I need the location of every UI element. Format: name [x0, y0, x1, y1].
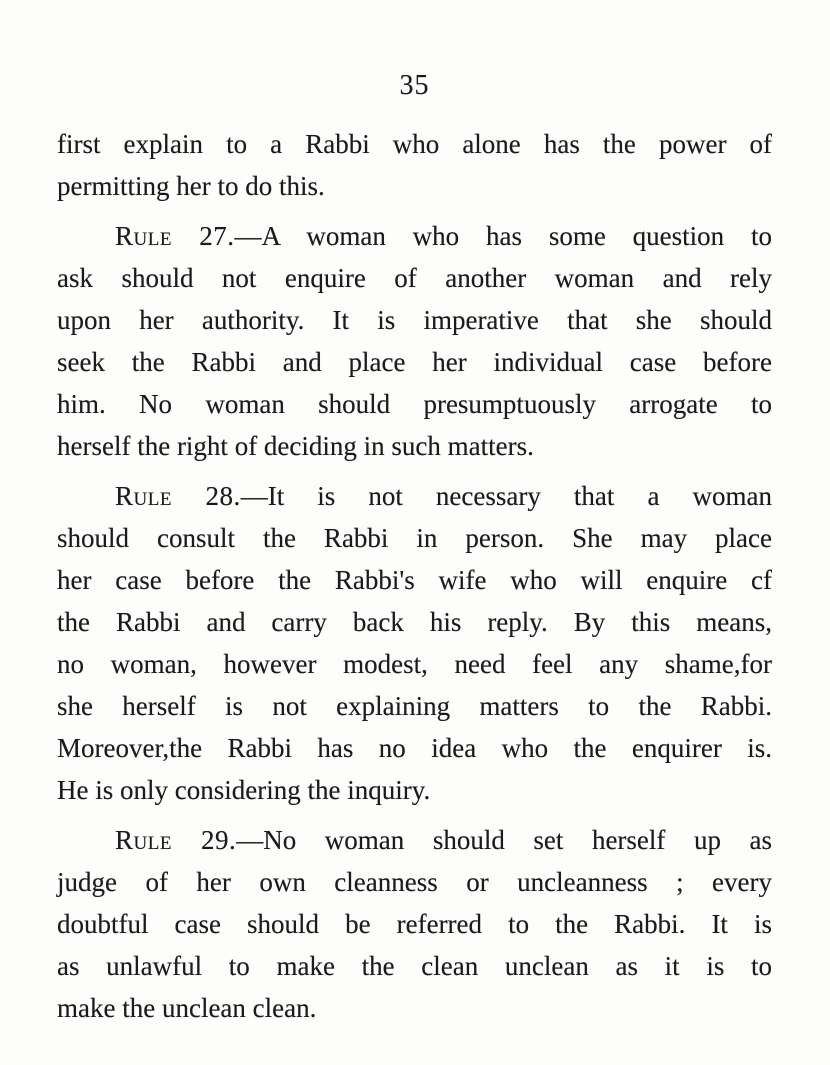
text-line — [57, 215, 772, 257]
text-line: permitting her to do this. — [57, 171, 325, 201]
text-line: no woman, however modest, need feel any shame,for — [57, 649, 772, 679]
text-line: herself the right of deciding in such matters. — [57, 431, 534, 461]
text-line — [57, 475, 772, 517]
text-line: her case before the Rabbi's wife who will enquire cf — [57, 565, 772, 595]
text-line: him. No woman should presumptuously arrogate to — [57, 389, 772, 419]
paragraph-continuation — [57, 123, 772, 207]
text-line: she herself is not explaining matters to the Rabbi. — [57, 691, 772, 721]
page-number: 35 — [399, 70, 430, 101]
text-line: should consult the Rabbi in person. She may place — [57, 523, 772, 553]
text-line: the Rabbi and carry back his reply. By this means, — [57, 607, 772, 637]
text-line: upon her authority. It is imperative that she should — [57, 305, 772, 335]
text-line: make the unclean clean. — [57, 993, 317, 1023]
text-line: He is only considering the inquiry. — [57, 775, 431, 805]
text-line: as unlawful to make the clean unclean as it is to — [57, 951, 772, 981]
rule-27-label: Rule 27. — [115, 221, 235, 251]
rule-27-first-line-text: —A woman who has some question to — [234, 221, 772, 251]
rule-28-first-line-text: —It is not necessary that a woman — [240, 481, 772, 511]
text-line: judge of her own cleanness or uncleanness ; every — [57, 867, 772, 897]
paragraph-rule-28 — [57, 475, 772, 811]
text-line: first explain to a Rabbi who alone has the power of — [57, 129, 772, 159]
text-line: ask should not enquire of another woman and rely — [57, 263, 772, 293]
rule-29-label: Rule 29. — [115, 825, 237, 855]
text-line: doubtful case should be referred to the Rabbi. It is — [57, 909, 772, 939]
paragraph-rule-27 — [57, 215, 772, 467]
paragraph-rule-29 — [57, 819, 772, 1029]
text-line: seek the Rabbi and place her individual case before — [57, 347, 772, 377]
rule-29-first-line-text: —No woman should set herself up as — [236, 825, 772, 855]
text-line — [57, 819, 772, 861]
rule-28-label: Rule 28. — [115, 481, 241, 511]
text-line: Moreover,the Rabbi has no idea who the enquirer is. — [57, 733, 772, 763]
